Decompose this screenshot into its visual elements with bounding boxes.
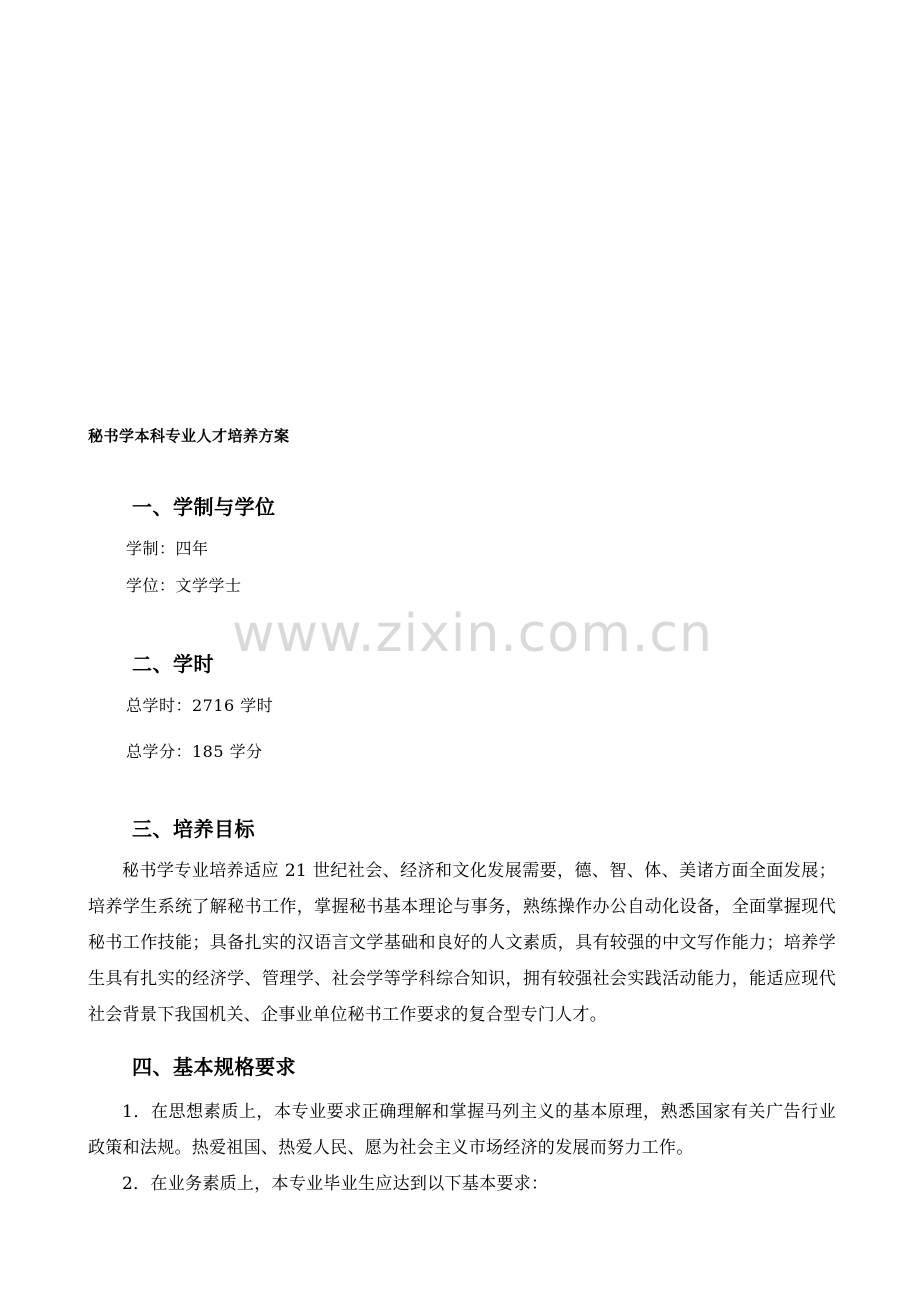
section-heading-hours: 二、学时: [132, 652, 214, 676]
section-heading-requirements: 四、基本规格要求: [132, 1055, 296, 1079]
field-total-hours: 总学时：2716 学时: [126, 696, 274, 715]
field-degree: 学位：文学学士: [126, 576, 242, 595]
section-heading-duration-degree: 一、学制与学位: [132, 495, 276, 519]
section-heading-objectives: 三、培养目标: [132, 817, 255, 841]
watermark: www.zixin.com.cn: [232, 604, 713, 664]
field-total-credits: 总学分：185 学分: [126, 742, 263, 761]
page-title: 秘书学本科专业人才培养方案: [88, 427, 290, 445]
requirement-item-1: 1．在思想素质上，本专业要求正确理解和掌握马列主义的基本原理，熟悉国家有关广告行业政策和法规。热爱祖国、热爱人民、愿为社会主义市场经济的发展而努力工作。: [88, 1102, 836, 1158]
requirement-item-2: 2．在业务素质上，本专业毕业生应达到以下基本要求：: [122, 1174, 549, 1194]
field-duration: 学制：四年: [126, 539, 209, 558]
objectives-paragraph: 秘书学专业培养适应 21 世纪社会、经济和文化发展需要，德、智、体、美诸方面全面发展；培养学生系统了解秘书工作，掌握秘书基本理论与事务，熟练操作办公自动化设备，全面掌握现代秘书工作技能；具备扎实的汉语言文学基础和良好的人文素质，具有较强的中文写作能力；培养学生具有扎实的经济学、管理学、社会学等学科综合知识，拥有较强社会实践活动能力，能适应现代社会背景下我国机关、企事业单位秘书工作要求的复合型专门人才。: [88, 861, 836, 1025]
